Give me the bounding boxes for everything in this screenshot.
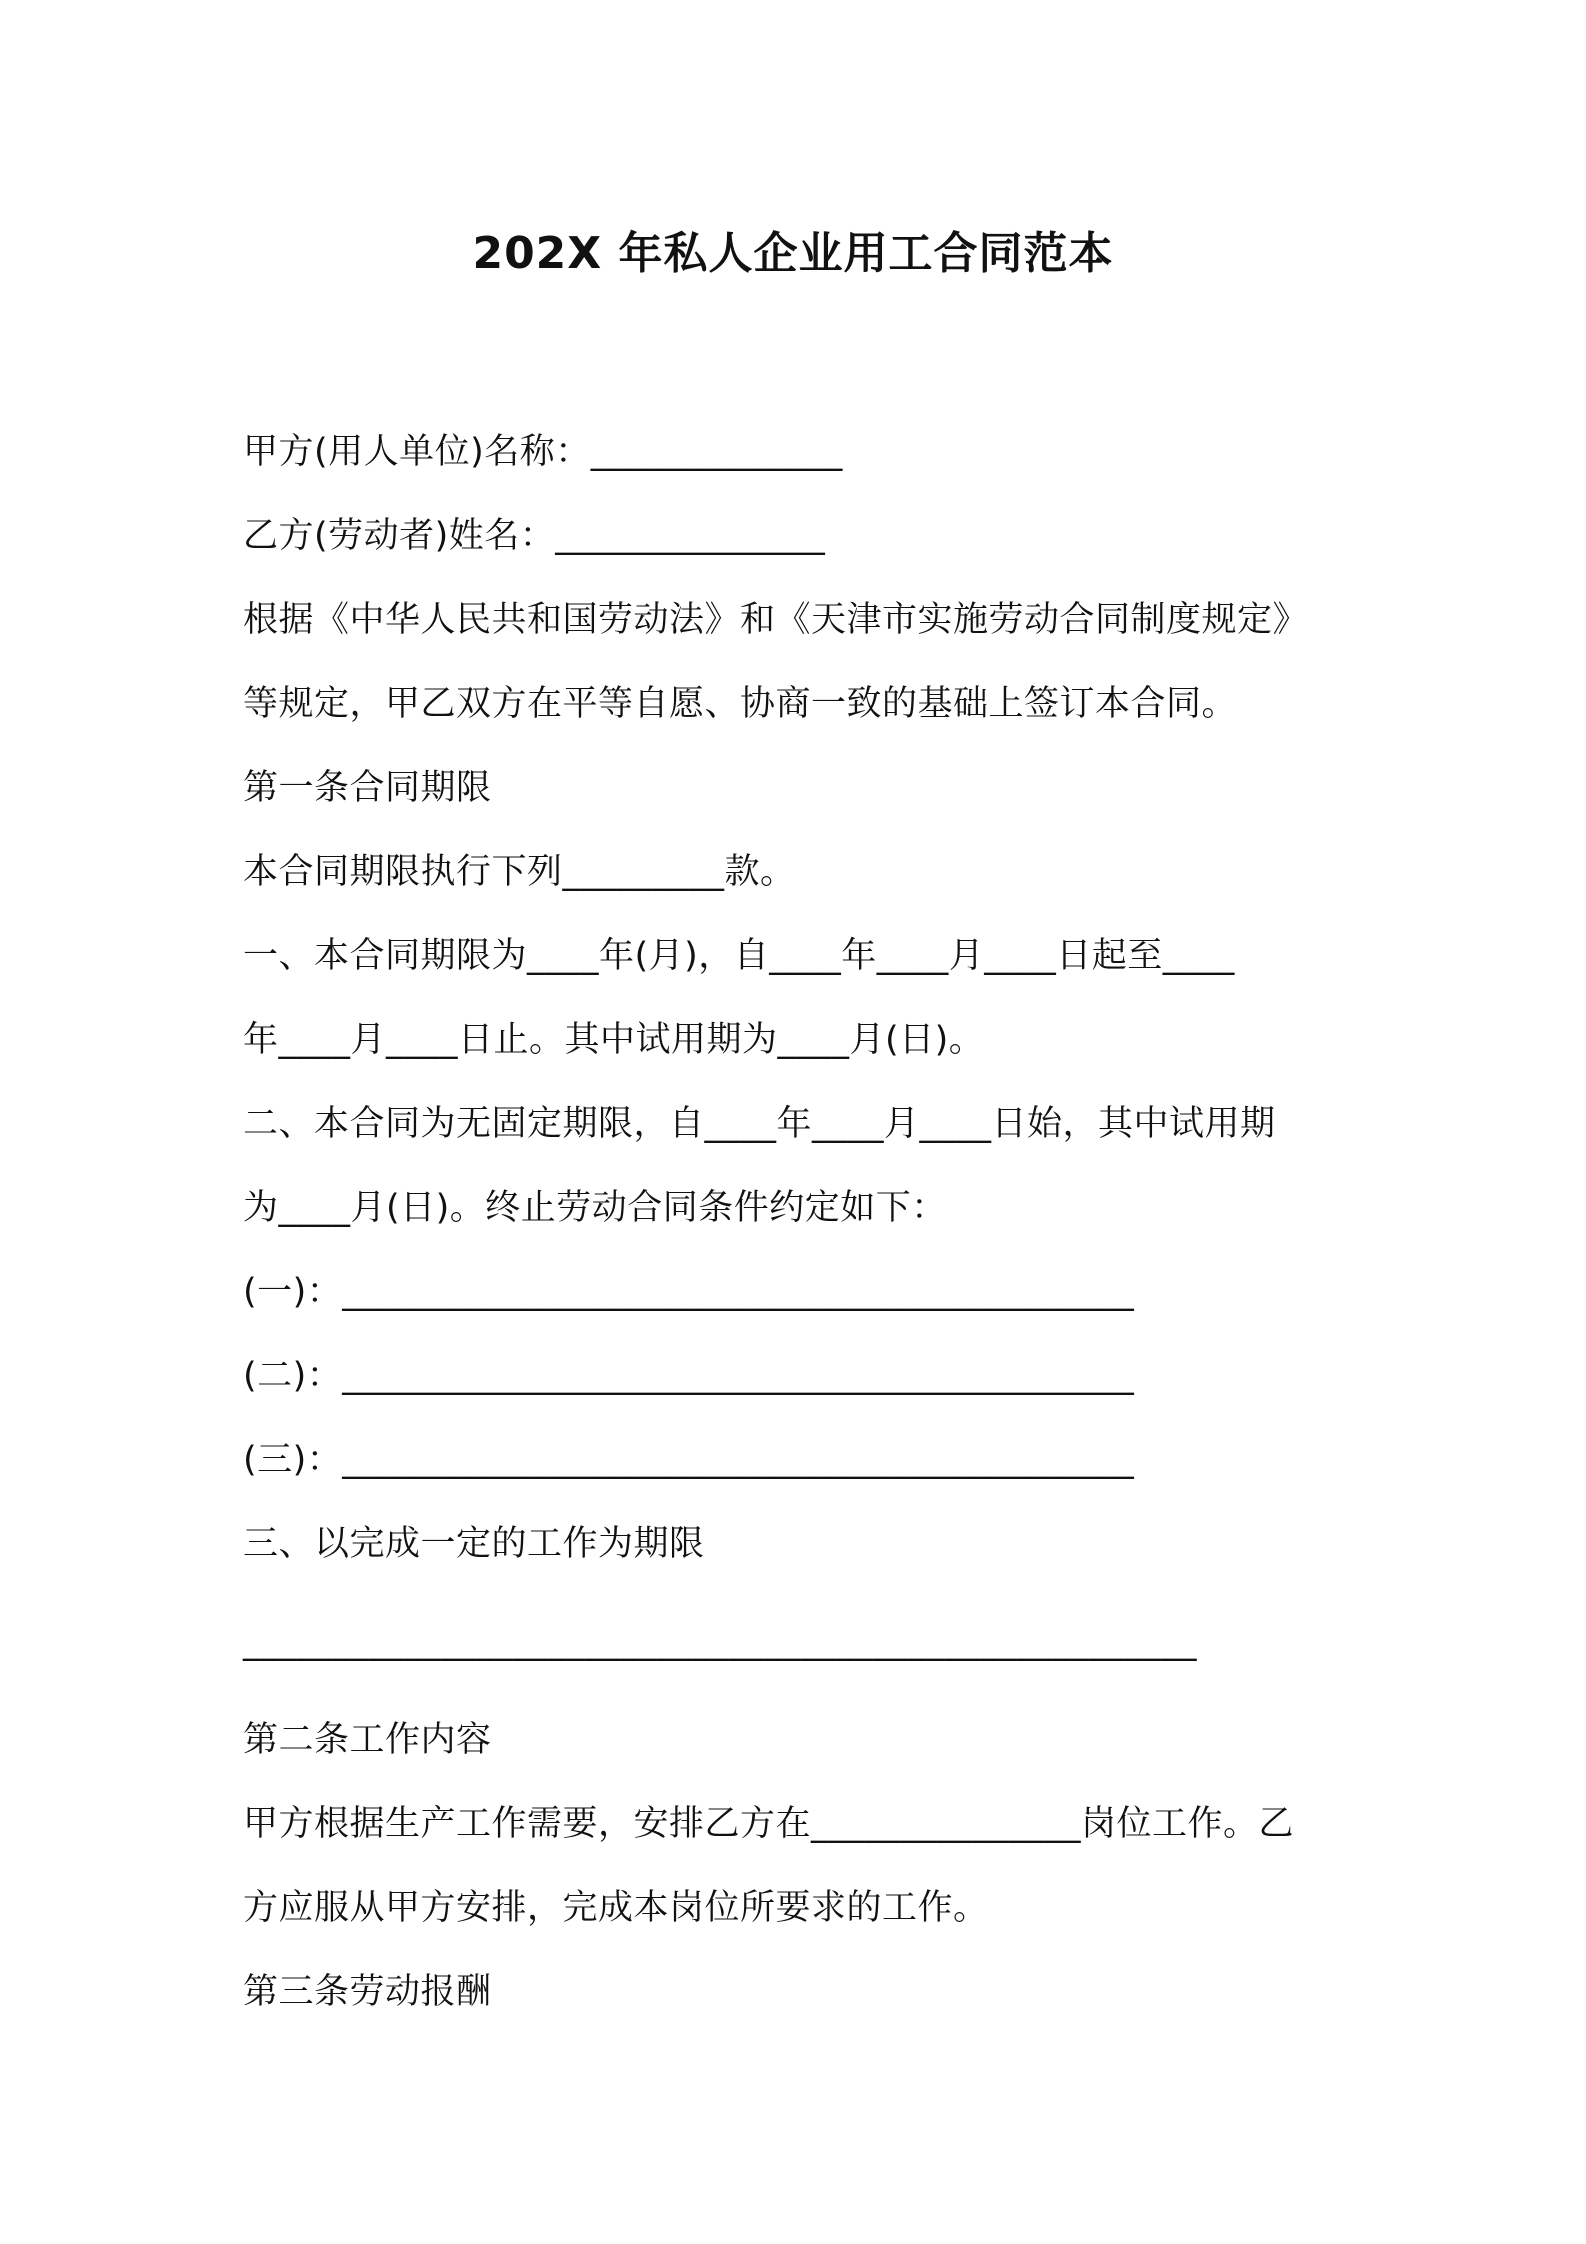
party-a-name-line: 甲方(用人单位)名称：______________ [243,432,843,472]
termination-condition-3: (三)：____________________________________________ [243,1440,1135,1480]
preamble-line-1: 根据《中华人民共和国劳动法》和《天津市实施劳动合同制度规定》 [243,600,1309,640]
document-body [243,410,1353,2034]
open-term-line-2: 为____月(日)。终止劳动合同条件约定如下： [243,1188,947,1228]
document-title: 202X 年私人企业用工合同范本 [472,228,1114,279]
article-3-heading: 第三条劳动报酬 [243,1972,492,2012]
task-based-term-blank: _____________________________________________________ [243,1622,1197,1662]
work-content-line-2: 方应服从甲方安排，完成本岗位所要求的工作。 [243,1888,989,1928]
open-term-line-1: 二、本合同为无固定期限，自____年____月____日始，其中试用期 [243,1104,1276,1144]
fixed-term-line-1: 一、本合同期限为____年(月)，自____年____月____日起至____ [243,936,1235,976]
article-2-heading: 第二条工作内容 [243,1720,492,1760]
fixed-term-line-2: 年____月____日止。其中试用期为____月(日)。 [243,1020,985,1060]
task-based-term-heading: 三、以完成一定的工作为期限 [243,1524,705,1564]
termination-condition-1: (一)：____________________________________________ [243,1272,1135,1312]
term-selection-line: 本合同期限执行下列_________款。 [243,852,796,892]
preamble-line-2: 等规定，甲乙双方在平等自愿、协商一致的基础上签订本合同。 [243,684,1238,724]
party-b-name-line: 乙方(劳动者)姓名：_______________ [243,516,826,556]
article-1-heading: 第一条合同期限 [243,768,492,808]
work-content-line-1: 甲方根据生产工作需要，安排乙方在_______________岗位工作。乙 [243,1804,1295,1844]
termination-condition-2: (二)：____________________________________________ [243,1356,1135,1396]
